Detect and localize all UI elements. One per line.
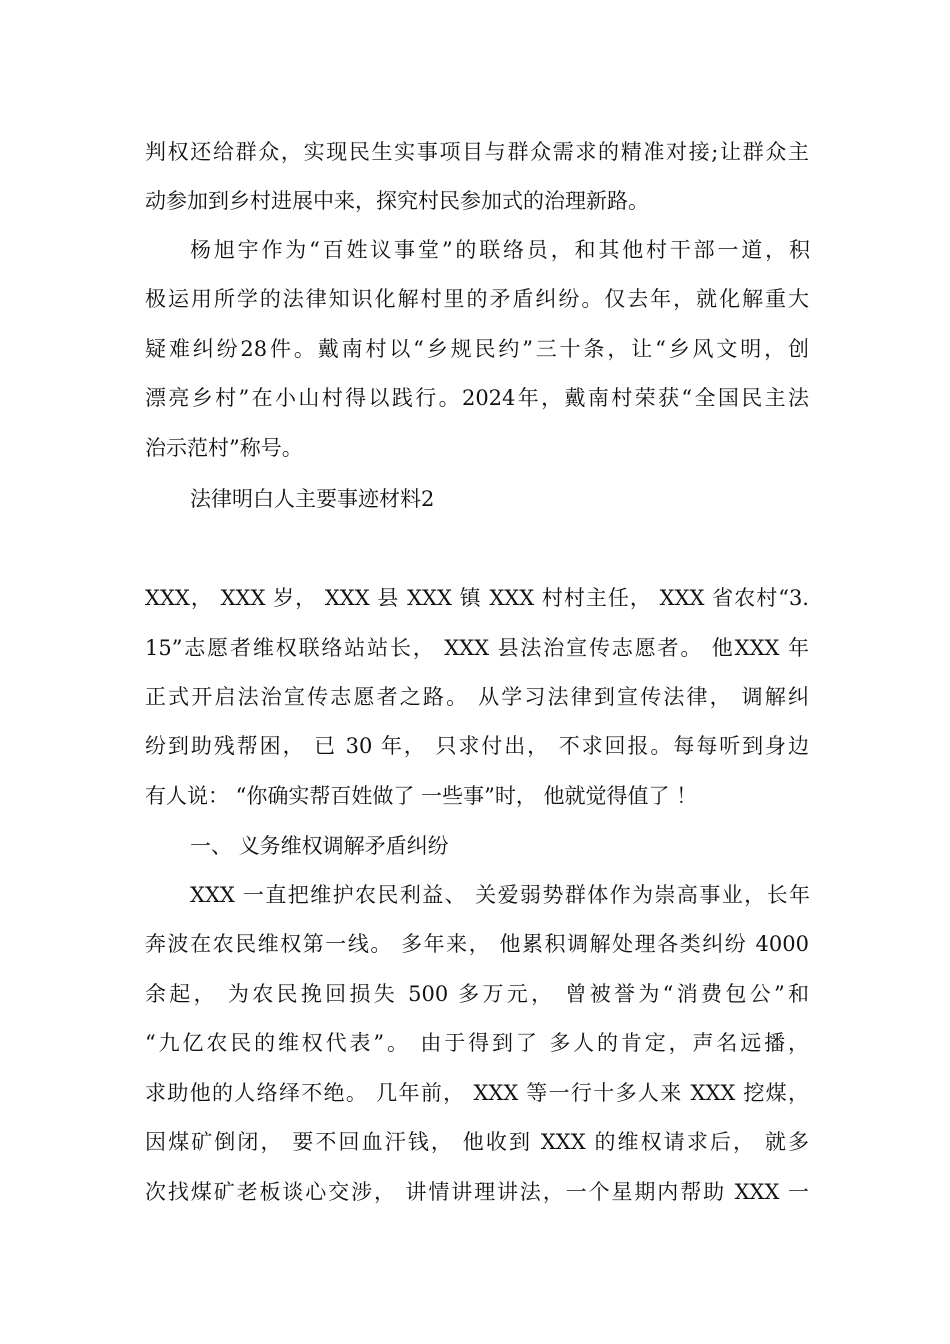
paragraph-line: 治示范村”称号。: [145, 436, 303, 460]
paragraph-line: 求助他的人络绎不绝。 几年前， XXX 等一行十多人来 XXX 挖煤，: [145, 1081, 809, 1105]
paragraph-line: “九亿农民的维权代表”。 由于得到了 多人的肯定，声名远播，: [145, 1031, 809, 1055]
paragraph-line: 有人说： “你确实帮百姓做了 一些事”时， 他就觉得值了 ！: [145, 784, 698, 808]
paragraph-line: 疑难纠纷28件。戴南村以“乡规民约”三十条，让“乡风文明，创: [145, 337, 809, 361]
paragraph-line: 纷到助残帮困， 已 30 年， 只求付出， 不求回报。每每听到身边: [145, 734, 809, 758]
paragraph-line: 正式开启法治宣传志愿者之路。 从学习法律到宣传法律， 调解纠: [145, 685, 809, 709]
paragraph-line: 15”志愿者维权联络站站长， XXX 县法治宣传志愿者。 他XXX 年: [145, 636, 809, 660]
paragraph-line: 判权还给群众，实现民生实事项目与群众需求的精准对接;让群众主: [145, 140, 809, 164]
paragraph-line: 余起， 为农民挽回损失 500 多万元， 曾被誉为“消费包公”和: [145, 982, 809, 1006]
paragraph-line: 因煤矿倒闭， 要不回血汗钱， 他收到 XXX 的维权请求后， 就多: [145, 1130, 809, 1154]
paragraph-line: 次找煤矿老板谈心交涉， 讲情讲理讲法，一个星期内帮助 XXX 一: [145, 1180, 809, 1204]
section-title: 法律明白人主要事迹材料2: [190, 487, 435, 511]
paragraph-line: 漂亮乡村”在小山村得以践行。2024年，戴南村荣获“全国民主法: [145, 386, 809, 410]
paragraph-line: XXX， XXX 岁， XXX 县 XXX 镇 XXX 村村主任， XXX 省农村“3.: [145, 586, 809, 610]
paragraph-line: 动参加到乡村进展中来，探究村民参加式的治理新路。: [145, 189, 649, 213]
paragraph-line: 杨旭宇作为“百姓议事堂”的联络员，和其他村干部一道，积: [190, 238, 810, 262]
paragraph-line: 极运用所学的法律知识化解村里的矛盾纠纷。仅去年，就化解重大: [145, 287, 809, 311]
paragraph-line: 奔波在农民维权第一线。 多年来， 他累积调解处理各类纠纷 4000: [145, 932, 809, 956]
paragraph-line: XXX 一直把维护农民利益、 关爱弱势群体作为崇高事业，长年: [190, 883, 810, 907]
subsection-heading: 一、 义务维权调解矛盾纠纷: [190, 834, 449, 858]
